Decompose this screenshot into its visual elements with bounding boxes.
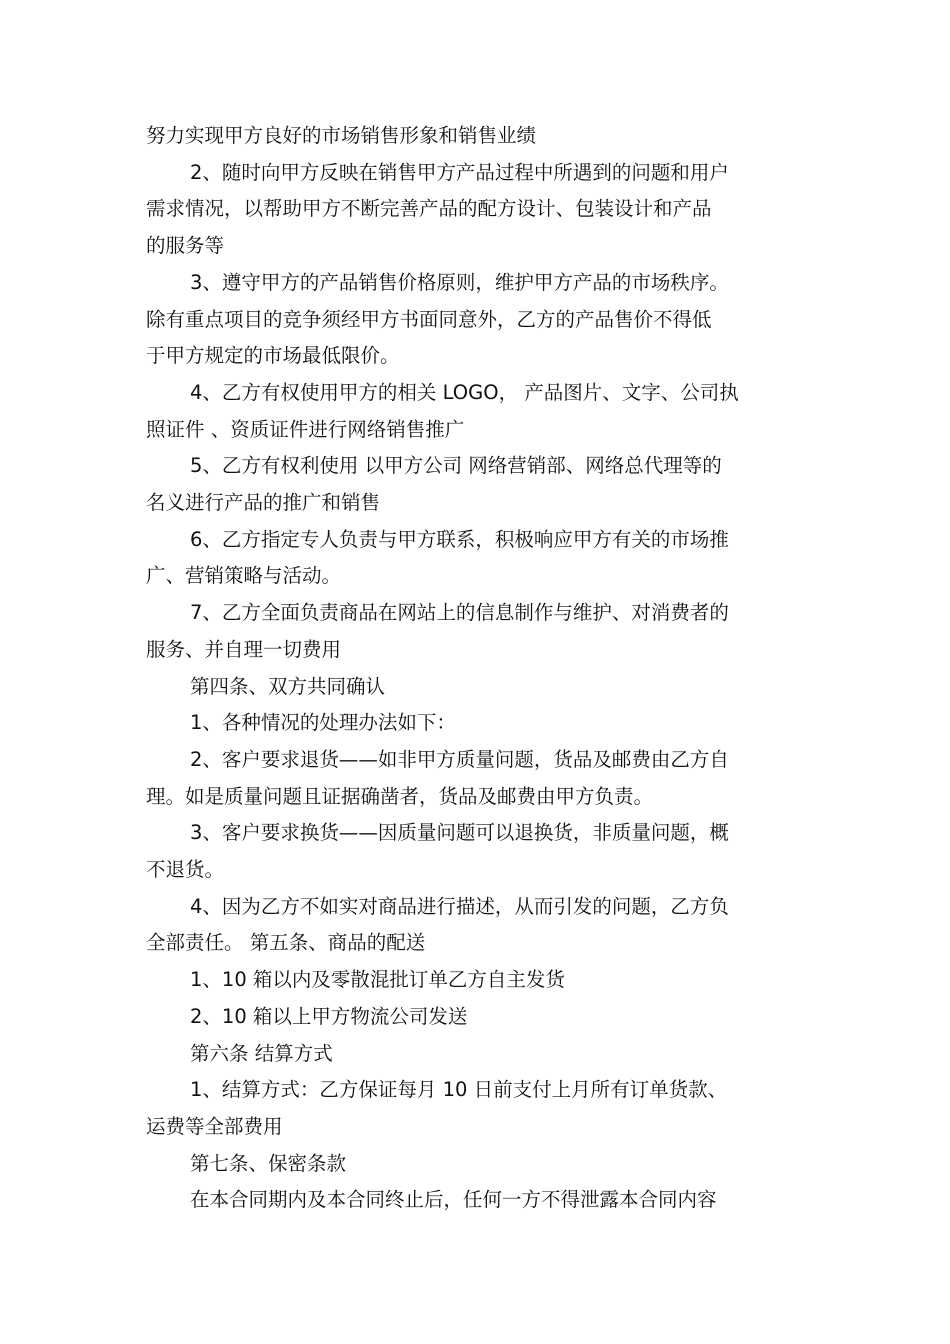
paragraph-line: 努力实现甲方良好的市场销售形象和销售业绩 bbox=[146, 124, 537, 147]
section-heading: 第六条 结算方式 bbox=[190, 1041, 333, 1065]
paragraph-line: 5、乙方有权利使用 以甲方公司 网络营销部、网络总代理等的 bbox=[190, 454, 722, 478]
paragraph-line: 6、乙方指定专人负责与甲方联系，积极响应甲方有关的市场推 bbox=[190, 527, 729, 551]
section-heading: 第七条、保密条款 bbox=[190, 1151, 347, 1175]
paragraph-line: 2、10 箱以上甲方物流公司发送 bbox=[190, 1004, 468, 1028]
paragraph-line: 1、各种情况的处理办法如下： bbox=[190, 711, 456, 735]
paragraph-line: 7、乙方全面负责商品在网站上的信息制作与维护、对消费者的 bbox=[190, 601, 729, 625]
paragraph-line: 2、随时向甲方反映在销售甲方产品过程中所遇到的问题和用户 bbox=[190, 160, 729, 184]
paragraph-line: 全部责任。 第五条、商品的配送 bbox=[146, 931, 426, 955]
paragraph-line: 的服务等 bbox=[146, 234, 225, 258]
paragraph-line: 3、客户要求换货——因质量问题可以退换货，非质量问题，概 bbox=[190, 821, 729, 845]
paragraph-line: 名义进行产品的推广和销售 bbox=[146, 491, 381, 515]
paragraph-line: 除有重点项目的竞争须经甲方书面同意外，乙方的产品售价不得低 bbox=[146, 307, 712, 331]
paragraph-line: 运费等全部费用 bbox=[146, 1114, 283, 1138]
paragraph-line: 4、乙方有权使用甲方的相关 LOGO， 产品图片、文字、公司执 bbox=[190, 380, 739, 404]
paragraph-line: 于甲方规定的市场最低限价。 bbox=[146, 344, 400, 368]
paragraph-line: 照证件 、资质证件进行网络销售推广 bbox=[146, 417, 465, 441]
paragraph-line: 3、遵守甲方的产品销售价格原则，维护甲方产品的市场秩序。 bbox=[190, 270, 729, 294]
paragraph-line: 2、客户要求退货——如非甲方质量问题，货品及邮费由乙方自 bbox=[190, 747, 729, 771]
paragraph-line: 广、营销策略与活动。 bbox=[146, 564, 342, 588]
section-heading: 第四条、双方共同确认 bbox=[190, 674, 386, 698]
paragraph-line: 在本合同期内及本合同终止后，任何一方不得泄露本合同内容 bbox=[190, 1188, 717, 1212]
paragraph-line: 4、因为乙方不如实对商品进行描述，从而引发的问题，乙方负 bbox=[190, 894, 729, 918]
paragraph-line: 1、10 箱以内及零散混批订单乙方自主发货 bbox=[190, 968, 565, 992]
paragraph-line: 需求情况，以帮助甲方不断完善产品的配方设计、包装设计和产品 bbox=[146, 197, 712, 221]
paragraph-line: 不退货。 bbox=[146, 858, 225, 882]
paragraph-line: 理。如是质量问题且证据确凿者，货品及邮费由甲方负责。 bbox=[146, 784, 654, 808]
paragraph-line: 服务、并自理一切费用 bbox=[146, 637, 342, 661]
document-page bbox=[146, 118, 806, 1219]
paragraph-line: 1、结算方式：乙方保证每月 10 日前支付上月所有订单货款、 bbox=[190, 1078, 728, 1102]
